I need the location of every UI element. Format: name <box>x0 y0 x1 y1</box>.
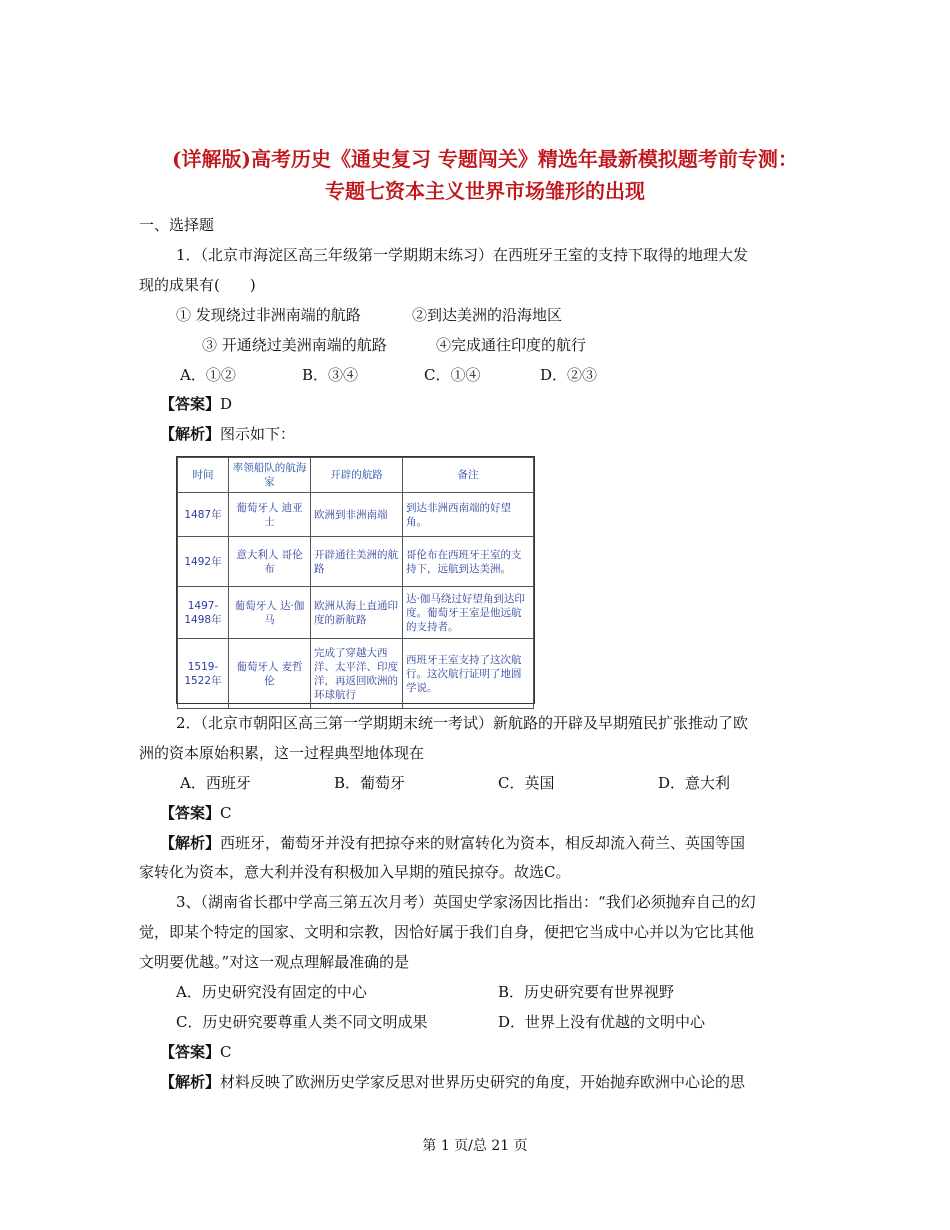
q2-option-b: B．葡萄牙 <box>334 774 406 792</box>
q3-stem-line-3: 文明要优越。”对这一观点理解最准确的是 <box>139 953 410 971</box>
figure-header-cell: 率领船队的航海家 <box>229 458 311 493</box>
figure-cell-note: 到达非洲西南端的好望角。 <box>403 493 534 537</box>
q3-stem-line-1: 3、（湖南省长郡中学高三第五次月考）英国史学家汤因比指出：“我们必须抛弃自己的幻 <box>176 893 756 911</box>
q1-analysis <box>160 423 295 445</box>
q3-stem-line-2: 觉，即某个特定的国家、文明和宗教，因恰好属于我们自身，便把它当成中心并以为它比其他 <box>139 923 755 941</box>
q3-answer <box>160 1041 232 1063</box>
q3-option-b: B．历史研究要有世界视野 <box>498 983 675 1001</box>
q2-stem-line-2: 洲的资本原始积累，这一过程典型地体现在 <box>139 744 425 762</box>
q1-item-2: ②到达美洲的沿海地区 <box>412 306 563 324</box>
figure-header-row <box>178 458 534 493</box>
figure-cell-note: 哥伦布在西班牙王室的支持下，远航到达美洲。 <box>403 537 534 587</box>
figure-row <box>178 587 534 639</box>
q2-analysis-line-2: 家转化为资本，意大利并没有积极加入早期的殖民掠夺。故选C。 <box>139 863 571 881</box>
figure-row <box>178 639 534 709</box>
figure-cell-route: 完成了穿越大西洋、太平洋、印度洋，再返回欧洲的环球航行 <box>311 639 403 709</box>
figure-cell-navigator: 葡萄牙人 迪亚士 <box>229 493 311 537</box>
q1-stem-line-1: 1．（北京市海淀区高三年级第一学期期末练习）在西班牙王室的支持下取得的地理大发 <box>176 246 749 264</box>
answer-label: 【答案】 <box>160 804 221 822</box>
figure-cell-time: 1487年 <box>178 493 229 537</box>
voyages-figure-table <box>176 456 535 704</box>
analysis-text: 图示如下： <box>220 425 296 443</box>
analysis-label: 【解析】 <box>160 1073 221 1091</box>
figure-cell-navigator: 葡萄牙人 麦哲伦 <box>229 639 311 709</box>
title-line-1: (详解版)高考历史《通史复习 专题闯关》精选年最新模拟题考前专测： <box>172 147 798 171</box>
answer-value: D <box>220 395 233 413</box>
page-footer: 第 1 页/总 21 页 <box>422 1138 528 1154</box>
figure-cell-navigator: 意大利人 哥伦布 <box>229 537 311 587</box>
q1-item-4: ④完成通往印度的航行 <box>436 336 587 354</box>
q3-option-a: A．历史研究没有固定的中心 <box>176 983 367 1001</box>
q1-option-d: D．②③ <box>540 366 598 384</box>
q1-option-a: A．①② <box>180 366 236 384</box>
q3-option-c: C．历史研究要尊重人类不同文明成果 <box>176 1013 428 1031</box>
q1-option-b: B．③④ <box>302 366 359 384</box>
figure-cell-route: 开辟通往美洲的航路 <box>311 537 403 587</box>
q2-option-d: D．意大利 <box>658 774 731 792</box>
q1-item-1: ① 发现绕过非洲南端的航路 <box>176 306 361 324</box>
figure-row <box>178 537 534 587</box>
answer-value: C <box>220 804 232 822</box>
analysis-text: 材料反映了欧洲历史学家反思对世界历史研究的角度，开始抛弃欧洲中心论的思 <box>220 1073 746 1091</box>
q1-item-3: ③ 开通绕过美洲南端的航路 <box>202 336 387 354</box>
q3-option-d: D．世界上没有优越的文明中心 <box>498 1013 706 1031</box>
figure-header-cell: 备注 <box>403 458 534 493</box>
q3-analysis-line-1 <box>160 1071 745 1093</box>
figure-cell-note: 达·伽马绕过好望角到达印度。葡萄牙王室是他远航的支持者。 <box>403 587 534 639</box>
figure-header-cell: 开辟的航路 <box>311 458 403 493</box>
answer-label: 【答案】 <box>160 395 221 413</box>
q2-option-c: C．英国 <box>498 774 555 792</box>
title-line-2: 专题七资本主义世界市场雏形的出现 <box>325 179 645 203</box>
analysis-label: 【解析】 <box>160 834 221 852</box>
answer-label: 【答案】 <box>160 1043 221 1061</box>
figure-cell-time: 1519-1522年 <box>178 639 229 709</box>
figure-cell-navigator: 葡萄牙人 达·伽马 <box>229 587 311 639</box>
q2-analysis-line-1 <box>160 832 745 854</box>
q1-answer <box>160 393 232 415</box>
q2-stem-line-1: 2．（北京市朝阳区高三第一学期期末统一考试）新航路的开辟及早期殖民扩张推动了欧 <box>176 714 749 732</box>
q1-option-c: C．①④ <box>424 366 481 384</box>
figure-cell-time: 1497-1498年 <box>178 587 229 639</box>
q2-option-a: A．西班牙 <box>180 774 251 792</box>
figure-header-cell: 时间 <box>178 458 229 493</box>
figure-cell-time: 1492年 <box>178 537 229 587</box>
section-heading: 一、选择题 <box>139 216 215 234</box>
answer-value: C <box>220 1043 232 1061</box>
figure-row <box>178 493 534 537</box>
figure-cell-route: 欧洲到非洲南端 <box>311 493 403 537</box>
q2-answer <box>160 802 232 824</box>
q1-stem-line-2: 现的成果有( ) <box>139 276 256 294</box>
analysis-label: 【解析】 <box>160 425 221 443</box>
analysis-text: 西班牙，葡萄牙并没有把掠夺来的财富转化为资本，相反却流入荷兰、英国等国 <box>220 834 746 852</box>
figure-cell-note: 西班牙王室支持了这次航行。这次航行证明了地圆学说。 <box>403 639 534 709</box>
figure-cell-route: 欧洲从海上直通印度的新航路 <box>311 587 403 639</box>
